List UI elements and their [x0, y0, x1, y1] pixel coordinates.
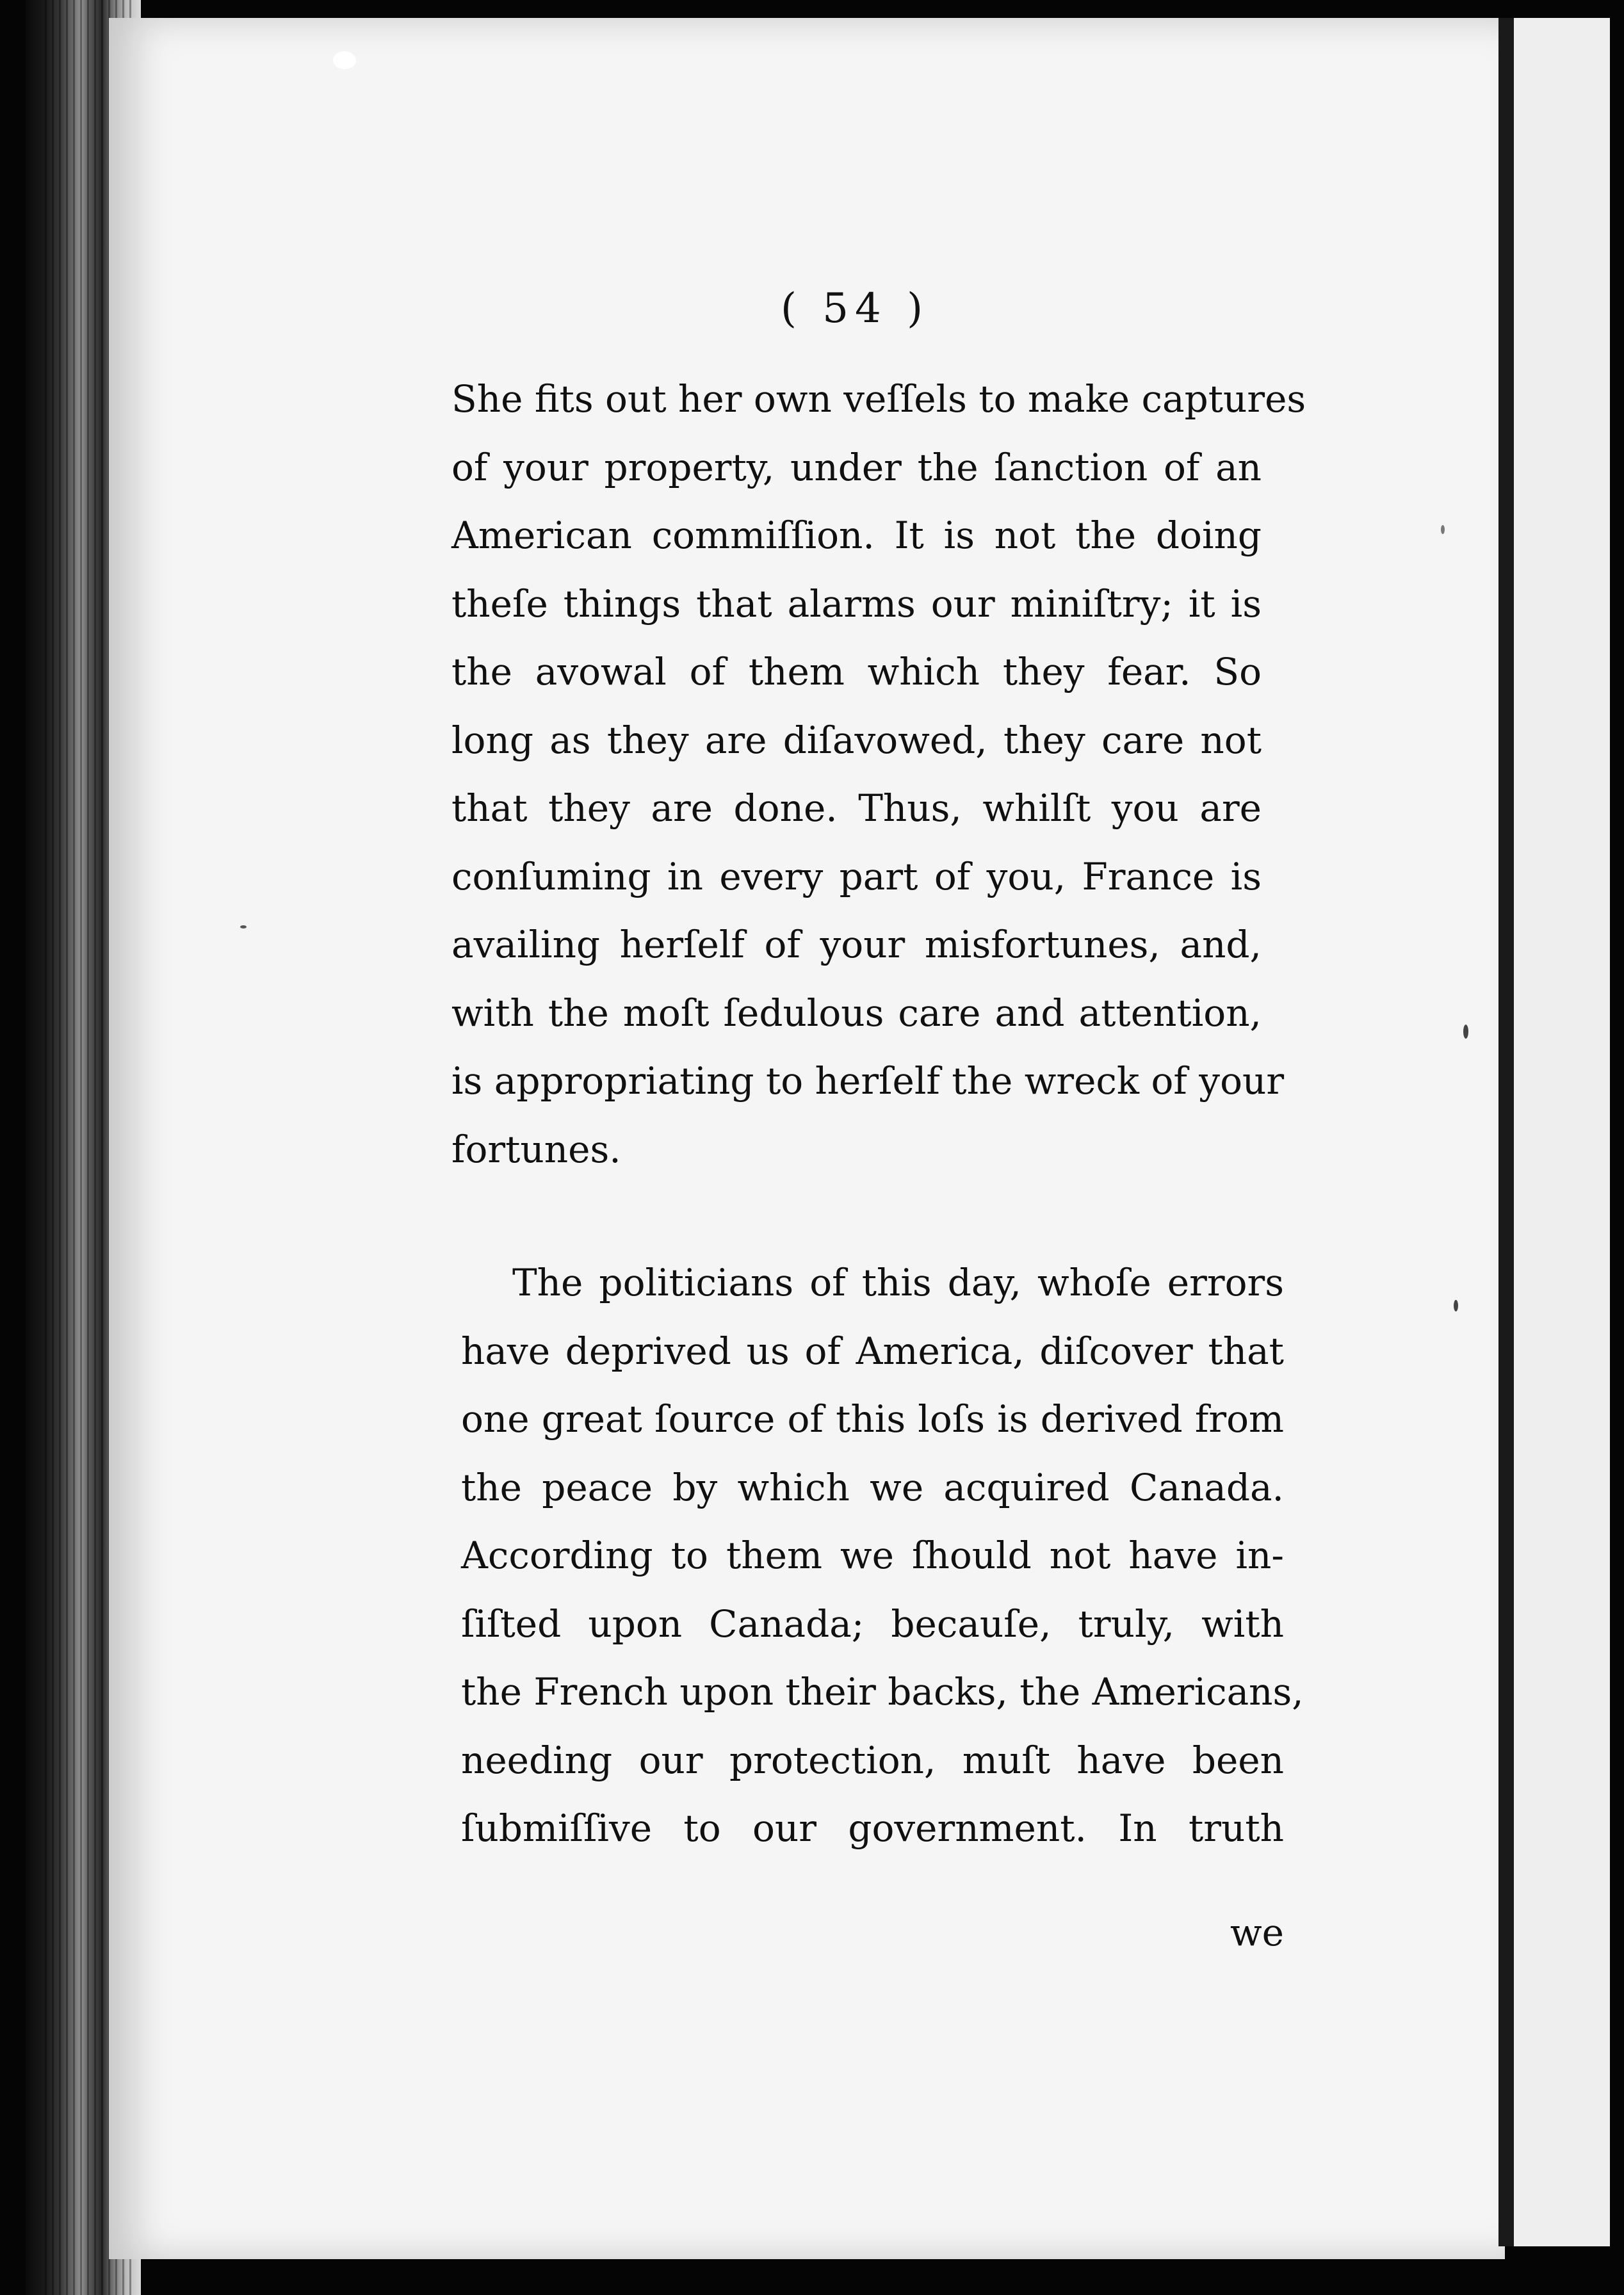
text-line: fortunes.: [451, 1127, 621, 1171]
text-line: is appropriating to herſelf the wreck of your: [451, 1059, 1285, 1103]
scan-speck: [333, 51, 356, 69]
text-line: According to them we ſhould not have in-: [461, 1534, 1284, 1577]
scan-speck: [1463, 1025, 1468, 1039]
facing-page-edge: [1514, 18, 1610, 2246]
scan-speck: [240, 925, 247, 929]
paragraph-2: [461, 1249, 1304, 1863]
book-gutter: [1498, 18, 1514, 2246]
catchword-row: [461, 1899, 1284, 1967]
text-line: American commiſſion. It is not the doing: [451, 514, 1262, 557]
paragraph-1: [451, 365, 1306, 1183]
text-line: long as they are diſavowed, they care not: [451, 718, 1262, 762]
page-number: ( 54 ): [780, 285, 930, 332]
text-line: that they are done. Thus, whilſt you are: [451, 786, 1262, 830]
text-line: The politicians of this day, whoſe errors: [512, 1261, 1284, 1304]
text-line: availing herſelf of your misfortunes, and,: [451, 923, 1262, 966]
text-line: of your property, under the ſanction of an: [451, 445, 1262, 489]
text-line: conſuming in every part of you, France is: [451, 854, 1262, 898]
text-line: the French upon their backs, the Americans,: [461, 1670, 1304, 1714]
text-line: needing our protection, muſt have been: [461, 1738, 1284, 1782]
text-line: with the moſt ſedulous care and attention,: [451, 991, 1262, 1035]
text-line: have deprived us of America, diſcover that: [461, 1329, 1284, 1373]
catchword: we: [1230, 1911, 1284, 1954]
text-line: ſiſted upon Canada; becauſe, truly, with: [461, 1602, 1284, 1646]
text-line: the avowal of them which they fear. So: [451, 650, 1262, 693]
text-line: the peace by which we acquired Canada.: [461, 1465, 1284, 1509]
text-line: theſe things that alarms our miniſtry; it is: [451, 581, 1262, 626]
scan-speck: [1441, 525, 1445, 534]
text-line: one great ſource of this loſs is derived from: [461, 1397, 1284, 1441]
text-line: She fits out her own veſſels to make captures: [451, 377, 1306, 421]
text-line: ſubmiſſive to our government. In truth: [461, 1806, 1284, 1850]
scan-speck: [1454, 1300, 1458, 1311]
